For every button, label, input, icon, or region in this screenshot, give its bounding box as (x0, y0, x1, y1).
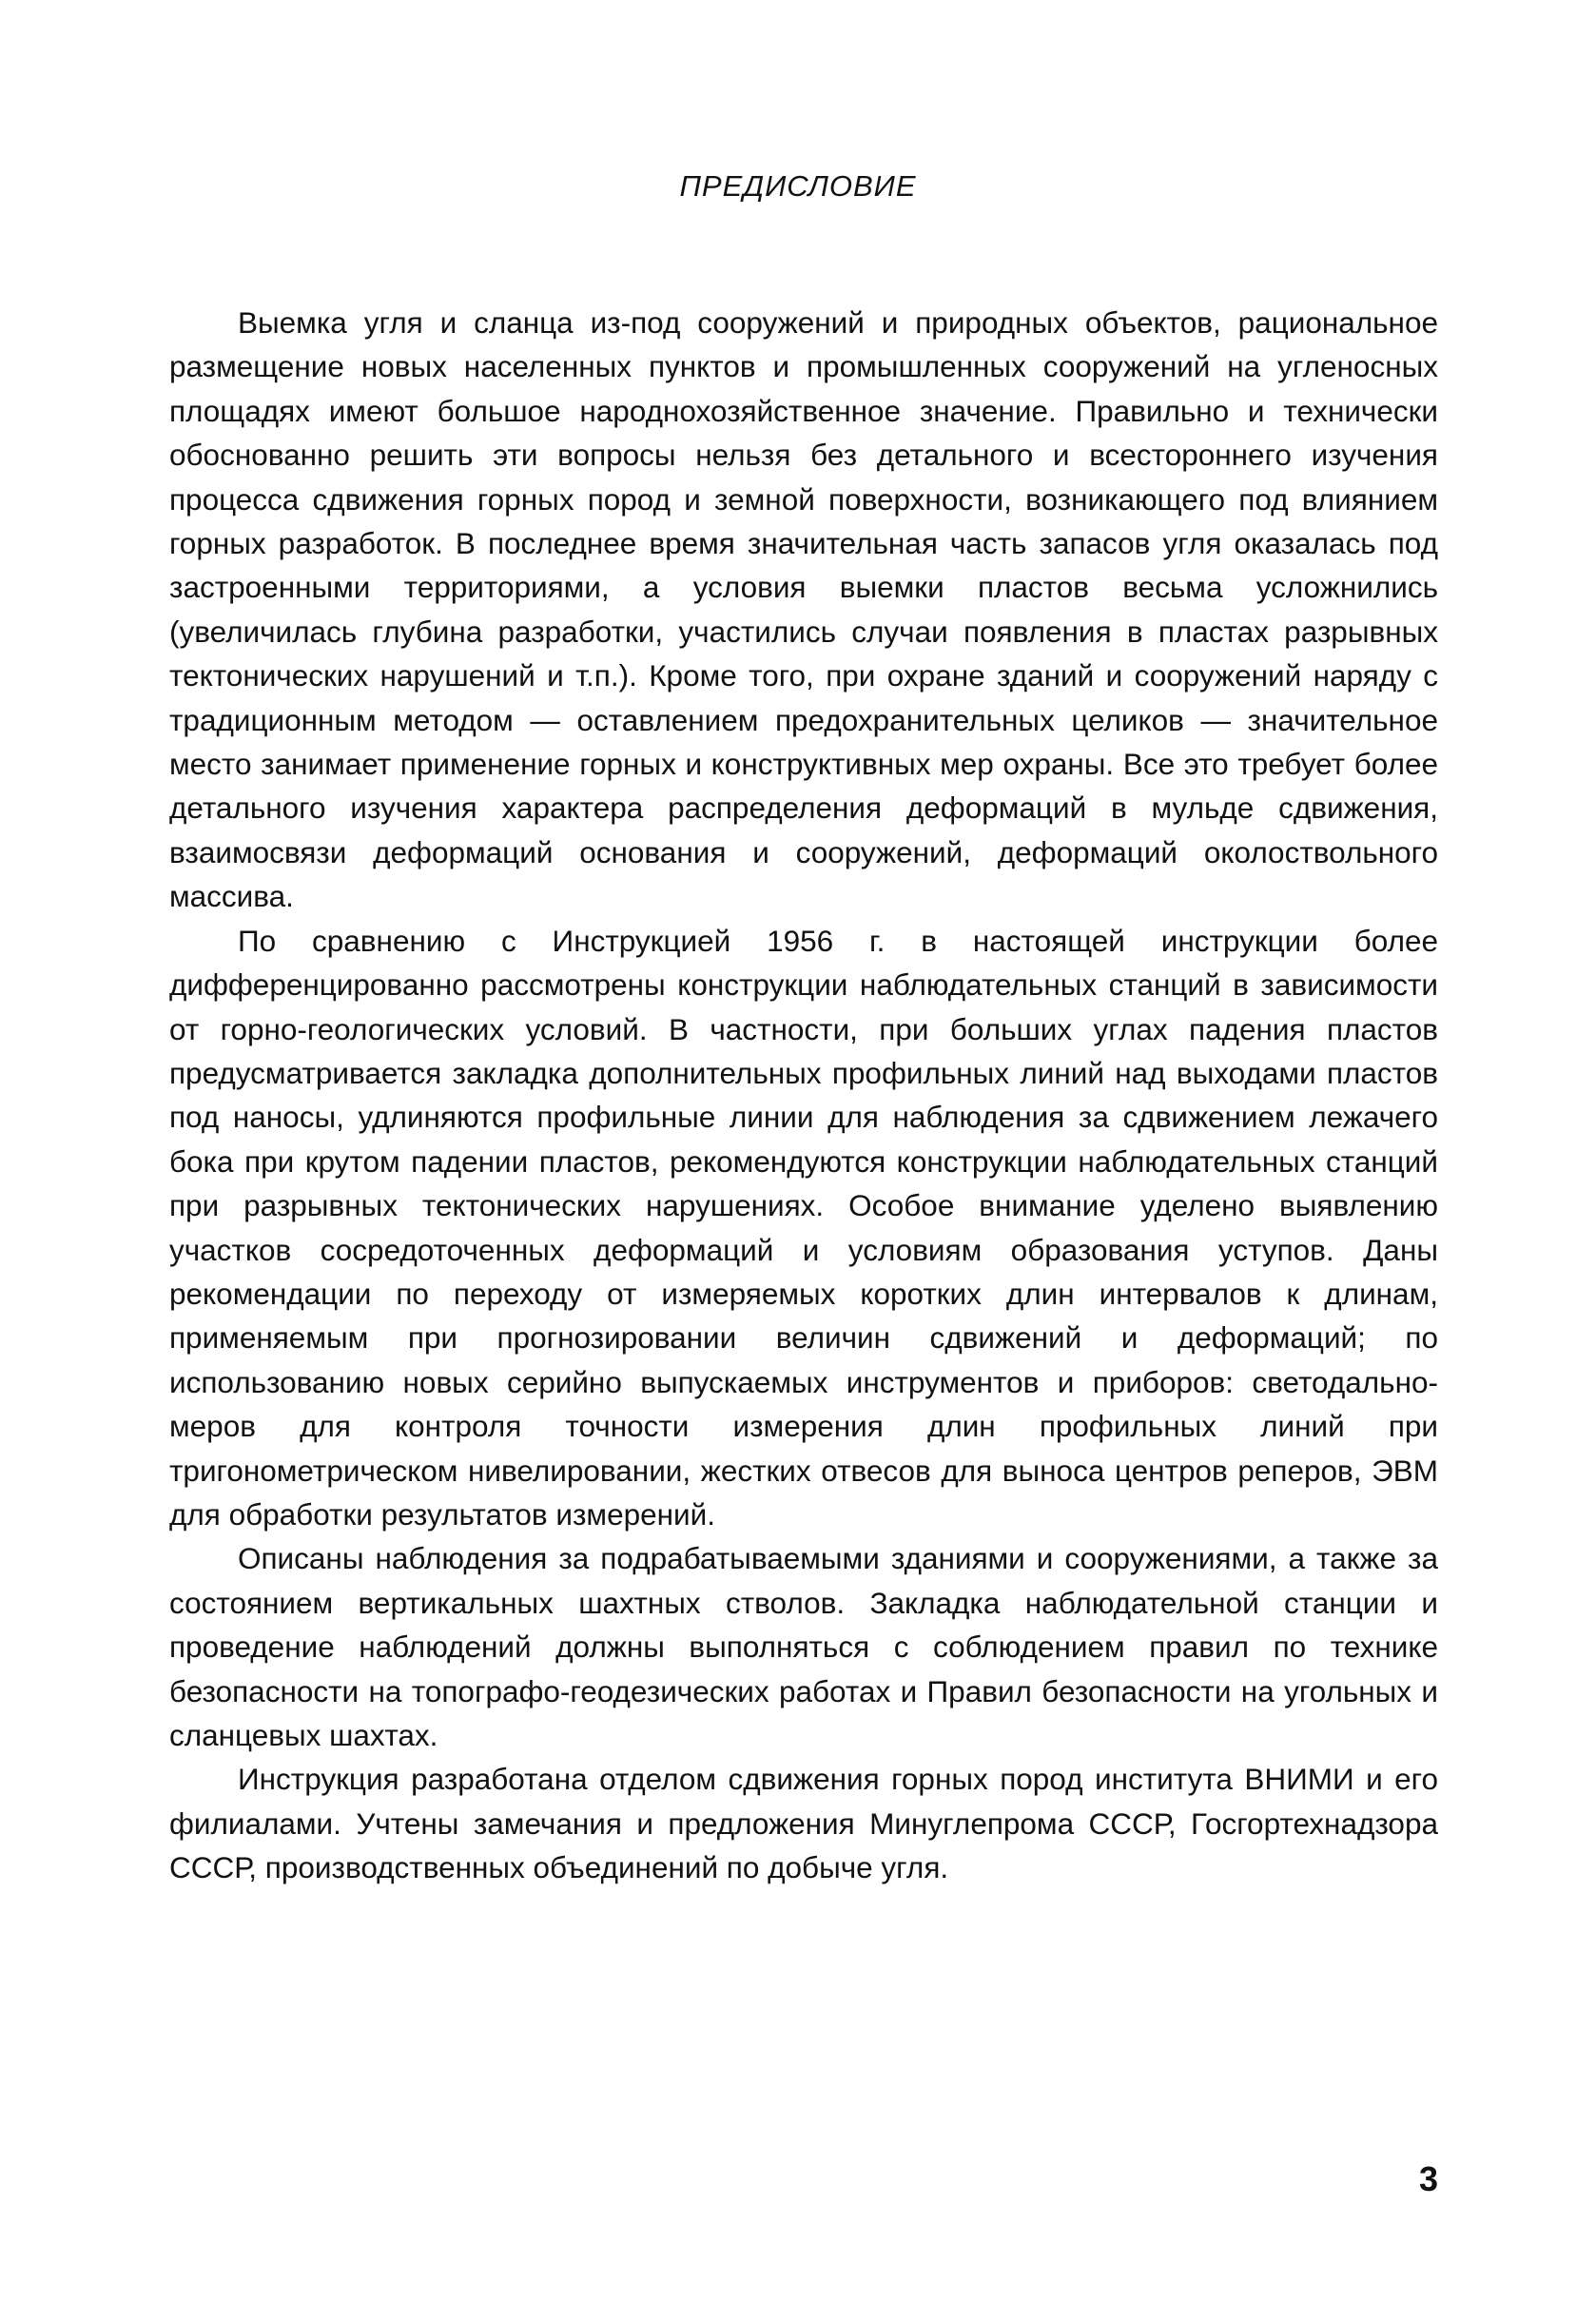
preface-body (169, 301, 1438, 1890)
preface-heading: ПРЕДИСЛОВИЕ (679, 169, 917, 203)
paragraph-1: Выемка угля и сланца из-под сооружений и природных объектов, рациональное размещение новых населенных пунктов и промышленных сооружений на угленосных площадях имеют большое народнохозяйственное значение. Правильно и технически обоснованно решить эти вопросы нельзя без детального и всестороннего изучения процесса сдвижения горных пород и земной поверхности, возникающего под влиянием горных разработок. В последнее время значительная часть запасов угля оказалась под застроенными территориями, а условия выемки пластов весьма усложнились (увеличилась глубина разработки, участились случаи появления в пластах разрывных тектонических нарушений и т.п.). Кроме того, при охране зданий и сооружений наряду с традиционным методом — оставлением предохранительных целиков — значительное место занимает применение горных и конструктивных мер охраны. Все это требует более детального изучения характера распределения деформаций в мульде сдвижения, взаимосвязи деформаций основания и сооружений, деформаций околоствольного массива. (169, 305, 1438, 914)
paragraph-3: Описаны наблюдения за подрабатываемыми зданиями и сооружениями, а также за состоянием вертикальных шахтных стволов. Закладка наблюдательной станции и проведение наблюдений должны выполняться с соблюдением правил по технике безопасности на топографо-геодезических работах и Правил безопасности на угольных и сланцевых шахтах. (169, 1541, 1438, 1752)
page-number: 3 (1418, 2159, 1438, 2198)
paragraph-2: По сравнению с Инструкцией 1956 г. в настоящей инструкции более дифференцированно рассмотрены конструкции наблюдательных станций в зависимости от горно-геологических условий. В частности, при больших углах падения пластов предусматривается закладка дополнительных профильных линий над выходами пластов под наносы, удлиняются профильные линии для наблюдения за сдвижением лежачего бока при крутом падении пластов, рекомендуются конструкции наблюдательных станций при разрывных тектонических нарушениях. Особое внимание уделено выявлению участков сосредоточенных деформаций и условиям образования уступов. Даны рекомендации по переходу от измеряемых коротких длин интервалов к длинам, применяемым при прогнозировании величин сдвижений и деформаций; по использованию новых серийно выпускаемых инструментов и приборов: светодальномеров для контроля точности измерения длин профильных линий при тригонометрическом нивелировании, жестких отвесов для выноса центров реперов, ЭВМ для обработки результатов измерений. (169, 923, 1438, 1532)
paragraph-4: Инструкция разработана отделом сдвижения горных пород института ВНИМИ и его филиалами. Учтены замечания и предложения Минуглепрома СССР, Госгортехнадзора СССР, производственных объединений по добыче угля. (169, 1762, 1438, 1885)
